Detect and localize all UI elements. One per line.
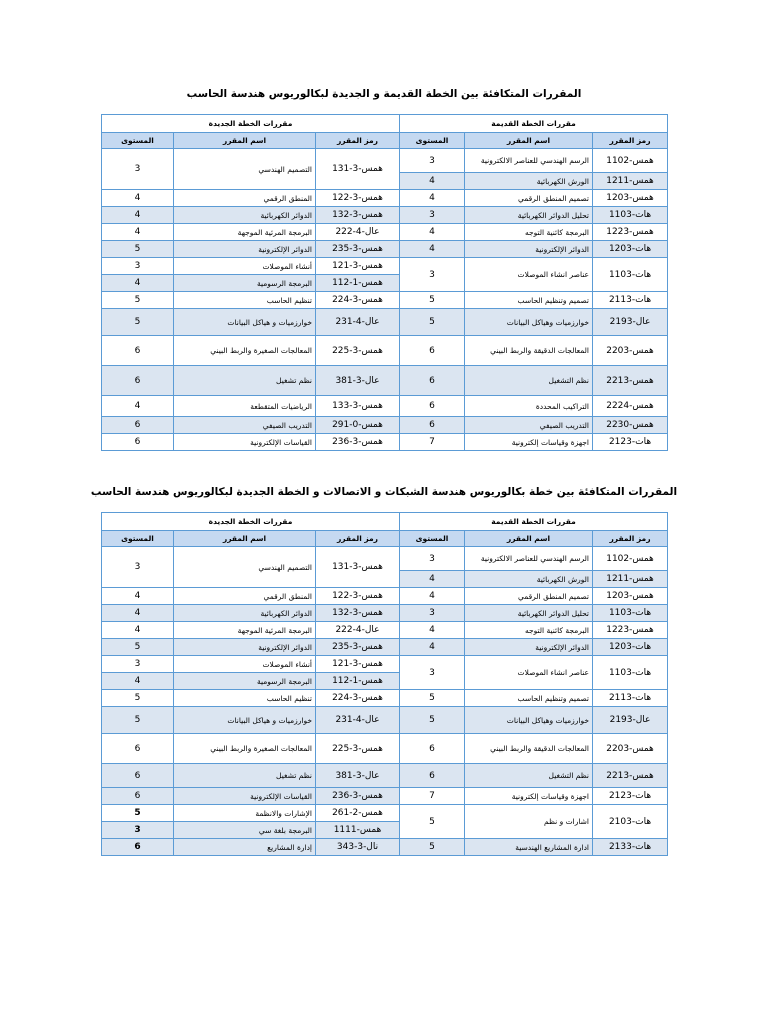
old-name-cell: اشارات و نظم bbox=[465, 805, 593, 839]
new-code-cell: عال-4-231 bbox=[316, 707, 400, 734]
new-code-cell: همس-3-132 bbox=[316, 605, 400, 622]
old-name-cell: التدريب الصيفي bbox=[465, 417, 593, 434]
new-code-cell: عال-4-222 bbox=[316, 224, 400, 241]
col-header-old-code: رمز المقرر bbox=[593, 531, 668, 547]
new-name-cell: إدارة المشاريع bbox=[174, 839, 316, 856]
new-name-cell: المنطق الرقمي bbox=[174, 588, 316, 605]
old-name-cell: نظم التشغيل bbox=[465, 764, 593, 788]
old-name-cell: المعالجات الدقيقة والربط البيني bbox=[465, 734, 593, 764]
new-level-cell: 6 bbox=[102, 434, 174, 451]
equivalency-table-1 bbox=[101, 114, 668, 451]
new-level-cell: 6 bbox=[102, 839, 174, 856]
new-code-cell: همس-3-131 bbox=[316, 547, 400, 588]
new-level-cell: 4 bbox=[102, 207, 174, 224]
old-level-cell: 6 bbox=[400, 336, 465, 366]
new-name-cell: البرمجة بلغة سي bbox=[174, 822, 316, 839]
new-level-cell: 4 bbox=[102, 396, 174, 417]
old-code-cell: همس-1203 bbox=[593, 588, 668, 605]
old-name-cell: خوارزميات وهياكل البيانات bbox=[465, 309, 593, 336]
new-code-cell: عال-3-381 bbox=[316, 764, 400, 788]
col-header-new-code: رمز المقرر bbox=[316, 133, 400, 149]
old-code-cell: هات-2113 bbox=[593, 292, 668, 309]
new-level-cell: 6 bbox=[102, 336, 174, 366]
old-code-cell: همس-2224 bbox=[593, 396, 668, 417]
new-code-cell: همس-3-131 bbox=[316, 149, 400, 190]
new-name-cell: الدوائر الإلكترونية bbox=[174, 639, 316, 656]
new-name-cell: نظم تشغيل bbox=[174, 366, 316, 396]
old-name-cell: الورش الكهربائية bbox=[465, 571, 593, 588]
old-plan-header: مقررات الخطة القديمة bbox=[400, 513, 668, 531]
old-name-cell: التراكيب المحددة bbox=[465, 396, 593, 417]
old-code-cell: همس-1102 bbox=[593, 149, 668, 173]
old-name-cell: المعالجات الدقيقة والربط البيني bbox=[465, 336, 593, 366]
table2-title: المقررات المتكافئة بين خطة بكالوريوس هندسة الشبكات و الاتصالات و الخطة الجديدة لبكالوريوس هندسة الحاسب bbox=[90, 486, 678, 498]
old-name-cell: الرسم الهندسي للعناصر الالكترونية bbox=[465, 149, 593, 173]
new-code-cell: همس-3-122 bbox=[316, 190, 400, 207]
old-level-cell: 4 bbox=[400, 190, 465, 207]
old-name-cell: تحليل الدوائر الكهربائية bbox=[465, 207, 593, 224]
old-name-cell: الدوائر الإلكترونية bbox=[465, 241, 593, 258]
old-code-cell: همس-2213 bbox=[593, 764, 668, 788]
old-code-cell: همس-2203 bbox=[593, 734, 668, 764]
new-level-cell: 5 bbox=[102, 309, 174, 336]
old-level-cell: 3 bbox=[400, 605, 465, 622]
new-code-cell: همس-1-112 bbox=[316, 275, 400, 292]
new-level-cell: 5 bbox=[102, 639, 174, 656]
new-name-cell: تنظيم الحاسب bbox=[174, 292, 316, 309]
old-code-cell: عال-2193 bbox=[593, 707, 668, 734]
old-name-cell: عناصر انشاء الموصلات bbox=[465, 656, 593, 690]
new-name-cell: أنشاء الموصلات bbox=[174, 258, 316, 275]
new-name-cell: الإشارات والانظمة bbox=[174, 805, 316, 822]
old-code-cell: همس-1211 bbox=[593, 571, 668, 588]
new-code-cell: همس-0-291 bbox=[316, 417, 400, 434]
new-level-cell: 6 bbox=[102, 366, 174, 396]
new-code-cell: همس-2-261 bbox=[316, 805, 400, 822]
equivalency-table-2 bbox=[101, 512, 668, 856]
old-level-cell: 7 bbox=[400, 788, 465, 805]
new-level-cell: 5 bbox=[102, 241, 174, 258]
old-code-cell: همس-2230 bbox=[593, 417, 668, 434]
old-level-cell: 4 bbox=[400, 224, 465, 241]
new-name-cell: القياسات الإلكترونية bbox=[174, 434, 316, 451]
new-name-cell: التصميم الهندسي bbox=[174, 547, 316, 588]
old-level-cell: 5 bbox=[400, 292, 465, 309]
new-name-cell: أنشاء الموصلات bbox=[174, 656, 316, 673]
old-level-cell: 3 bbox=[400, 656, 465, 690]
old-level-cell: 6 bbox=[400, 396, 465, 417]
new-code-cell: همس-3-236 bbox=[316, 788, 400, 805]
col-header-new-name: اسم المقرر bbox=[174, 133, 316, 149]
old-name-cell: البرمجة كائنية التوجه bbox=[465, 622, 593, 639]
new-code-cell: همس-3-224 bbox=[316, 690, 400, 707]
old-level-cell: 3 bbox=[400, 149, 465, 173]
new-code-cell: عال-3-381 bbox=[316, 366, 400, 396]
new-name-cell: البرمجة الرسومية bbox=[174, 673, 316, 690]
new-name-cell: تنظيم الحاسب bbox=[174, 690, 316, 707]
old-level-cell: 3 bbox=[400, 258, 465, 292]
old-level-cell: 4 bbox=[400, 588, 465, 605]
old-level-cell: 4 bbox=[400, 173, 465, 190]
col-header-new-level: المستوى bbox=[102, 133, 174, 149]
old-name-cell: اجهزة وقياسات إلكترونية bbox=[465, 788, 593, 805]
old-code-cell: هات-2103 bbox=[593, 805, 668, 839]
new-code-cell: همس-3-225 bbox=[316, 336, 400, 366]
new-code-cell: عال-4-231 bbox=[316, 309, 400, 336]
table1-title: المقررات المتكافئة بين الخطة القديمة و الجديدة لبكالوريوس هندسة الحاسب bbox=[186, 88, 582, 100]
old-level-cell: 4 bbox=[400, 571, 465, 588]
old-name-cell: الدوائر الإلكترونية bbox=[465, 639, 593, 656]
new-name-cell: خوارزميات و هياكل البيانات bbox=[174, 309, 316, 336]
old-code-cell: هات-1203 bbox=[593, 241, 668, 258]
old-name-cell: البرمجة كائنية التوجه bbox=[465, 224, 593, 241]
old-code-cell: همس-2213 bbox=[593, 366, 668, 396]
old-name-cell: ادارة المشاريع الهندسية bbox=[465, 839, 593, 856]
new-code-cell: همس-3-224 bbox=[316, 292, 400, 309]
old-level-cell: 4 bbox=[400, 241, 465, 258]
old-level-cell: 5 bbox=[400, 805, 465, 839]
new-level-cell: 4 bbox=[102, 588, 174, 605]
old-level-cell: 3 bbox=[400, 207, 465, 224]
old-level-cell: 6 bbox=[400, 417, 465, 434]
old-name-cell: تصميم المنطق الرقمي bbox=[465, 190, 593, 207]
old-level-cell: 5 bbox=[400, 707, 465, 734]
new-level-cell: 3 bbox=[102, 149, 174, 190]
new-level-cell: 3 bbox=[102, 822, 174, 839]
new-level-cell: 6 bbox=[102, 417, 174, 434]
old-code-cell: هات-1203 bbox=[593, 639, 668, 656]
new-name-cell: المعالجات الصغيرة والربط البيني bbox=[174, 734, 316, 764]
new-code-cell: نال-3-343 bbox=[316, 839, 400, 856]
new-level-cell: 4 bbox=[102, 224, 174, 241]
new-code-cell: همس-1111 bbox=[316, 822, 400, 839]
new-name-cell: نظم تشغيل bbox=[174, 764, 316, 788]
new-code-cell: عال-4-222 bbox=[316, 622, 400, 639]
new-name-cell: القياسات الإلكترونية bbox=[174, 788, 316, 805]
new-name-cell: المنطق الرقمي bbox=[174, 190, 316, 207]
old-code-cell: هات-1103 bbox=[593, 207, 668, 224]
new-name-cell: الدوائر الكهربائية bbox=[174, 605, 316, 622]
col-header-old-name: اسم المقرر bbox=[465, 531, 593, 547]
new-code-cell: همس-3-235 bbox=[316, 241, 400, 258]
new-level-cell: 5 bbox=[102, 292, 174, 309]
old-name-cell: نظم التشغيل bbox=[465, 366, 593, 396]
old-code-cell: هات-2123 bbox=[593, 788, 668, 805]
new-level-cell: 4 bbox=[102, 605, 174, 622]
old-code-cell: هات-2123 bbox=[593, 434, 668, 451]
old-code-cell: همس-2203 bbox=[593, 336, 668, 366]
old-level-cell: 5 bbox=[400, 839, 465, 856]
new-code-cell: همس-3-225 bbox=[316, 734, 400, 764]
new-name-cell: الرياضيات المتقطعة bbox=[174, 396, 316, 417]
col-header-old-level: المستوى bbox=[400, 133, 465, 149]
new-code-cell: همس-3-132 bbox=[316, 207, 400, 224]
new-level-cell: 6 bbox=[102, 788, 174, 805]
old-code-cell: هات-1103 bbox=[593, 656, 668, 690]
new-plan-header: مقررات الخطة الجديدة bbox=[102, 115, 400, 133]
new-level-cell: 4 bbox=[102, 673, 174, 690]
new-level-cell: 6 bbox=[102, 764, 174, 788]
new-level-cell: 4 bbox=[102, 622, 174, 639]
col-header-new-code: رمز المقرر bbox=[316, 531, 400, 547]
col-header-old-code: رمز المقرر bbox=[593, 133, 668, 149]
new-name-cell: الدوائر الكهربائية bbox=[174, 207, 316, 224]
old-name-cell: تصميم المنطق الرقمي bbox=[465, 588, 593, 605]
new-name-cell: المعالجات الصغيرة والربط البيني bbox=[174, 336, 316, 366]
new-level-cell: 3 bbox=[102, 258, 174, 275]
old-code-cell: همس-1223 bbox=[593, 224, 668, 241]
old-level-cell: 3 bbox=[400, 547, 465, 571]
old-name-cell: خوارزميات وهياكل البيانات bbox=[465, 707, 593, 734]
new-name-cell: الدوائر الإلكترونية bbox=[174, 241, 316, 258]
new-code-cell: همس-3-122 bbox=[316, 588, 400, 605]
new-level-cell: 5 bbox=[102, 805, 174, 822]
old-level-cell: 7 bbox=[400, 434, 465, 451]
old-code-cell: همس-1102 bbox=[593, 547, 668, 571]
old-name-cell: تحليل الدوائر الكهربائية bbox=[465, 605, 593, 622]
new-level-cell: 4 bbox=[102, 190, 174, 207]
old-level-cell: 6 bbox=[400, 734, 465, 764]
new-code-cell: همس-3-133 bbox=[316, 396, 400, 417]
new-level-cell: 6 bbox=[102, 734, 174, 764]
new-name-cell: البرمجة المرئية الموجهة bbox=[174, 622, 316, 639]
new-code-cell: همس-3-121 bbox=[316, 258, 400, 275]
new-code-cell: همس-3-235 bbox=[316, 639, 400, 656]
old-name-cell: عناصر انشاء الموصلات bbox=[465, 258, 593, 292]
old-level-cell: 4 bbox=[400, 622, 465, 639]
old-name-cell: تصميم وتنظيم الحاسب bbox=[465, 690, 593, 707]
old-code-cell: همس-1203 bbox=[593, 190, 668, 207]
old-name-cell: الرسم الهندسي للعناصر الالكترونية bbox=[465, 547, 593, 571]
col-header-new-level: المستوى bbox=[102, 531, 174, 547]
new-name-cell: البرمجة الرسومية bbox=[174, 275, 316, 292]
new-name-cell: التدريب الصيفي bbox=[174, 417, 316, 434]
new-plan-header: مقررات الخطة الجديدة bbox=[102, 513, 400, 531]
old-code-cell: هات-1103 bbox=[593, 605, 668, 622]
new-code-cell: همس-3-121 bbox=[316, 656, 400, 673]
new-code-cell: همس-3-236 bbox=[316, 434, 400, 451]
old-code-cell: هات-2133 bbox=[593, 839, 668, 856]
old-name-cell: تصميم وتنظيم الحاسب bbox=[465, 292, 593, 309]
old-level-cell: 4 bbox=[400, 639, 465, 656]
old-code-cell: عال-2193 bbox=[593, 309, 668, 336]
new-level-cell: 5 bbox=[102, 690, 174, 707]
old-code-cell: هات-2113 bbox=[593, 690, 668, 707]
new-name-cell: التصميم الهندسي bbox=[174, 149, 316, 190]
old-name-cell: الورش الكهربائية bbox=[465, 173, 593, 190]
col-header-old-level: المستوى bbox=[400, 531, 465, 547]
new-code-cell: همس-1-112 bbox=[316, 673, 400, 690]
old-plan-header: مقررات الخطة القديمة bbox=[400, 115, 668, 133]
new-name-cell: البرمجة المرئية الموجهة bbox=[174, 224, 316, 241]
old-name-cell: اجهزة وقياسات إلكترونية bbox=[465, 434, 593, 451]
old-level-cell: 6 bbox=[400, 366, 465, 396]
old-code-cell: هات-1103 bbox=[593, 258, 668, 292]
old-code-cell: همس-1211 bbox=[593, 173, 668, 190]
old-level-cell: 5 bbox=[400, 690, 465, 707]
new-level-cell: 3 bbox=[102, 547, 174, 588]
old-level-cell: 5 bbox=[400, 309, 465, 336]
old-level-cell: 6 bbox=[400, 764, 465, 788]
col-header-new-name: اسم المقرر bbox=[174, 531, 316, 547]
new-name-cell: خوارزميات و هياكل البيانات bbox=[174, 707, 316, 734]
new-level-cell: 5 bbox=[102, 707, 174, 734]
new-level-cell: 3 bbox=[102, 656, 174, 673]
col-header-old-name: اسم المقرر bbox=[465, 133, 593, 149]
old-code-cell: همس-1223 bbox=[593, 622, 668, 639]
new-level-cell: 4 bbox=[102, 275, 174, 292]
